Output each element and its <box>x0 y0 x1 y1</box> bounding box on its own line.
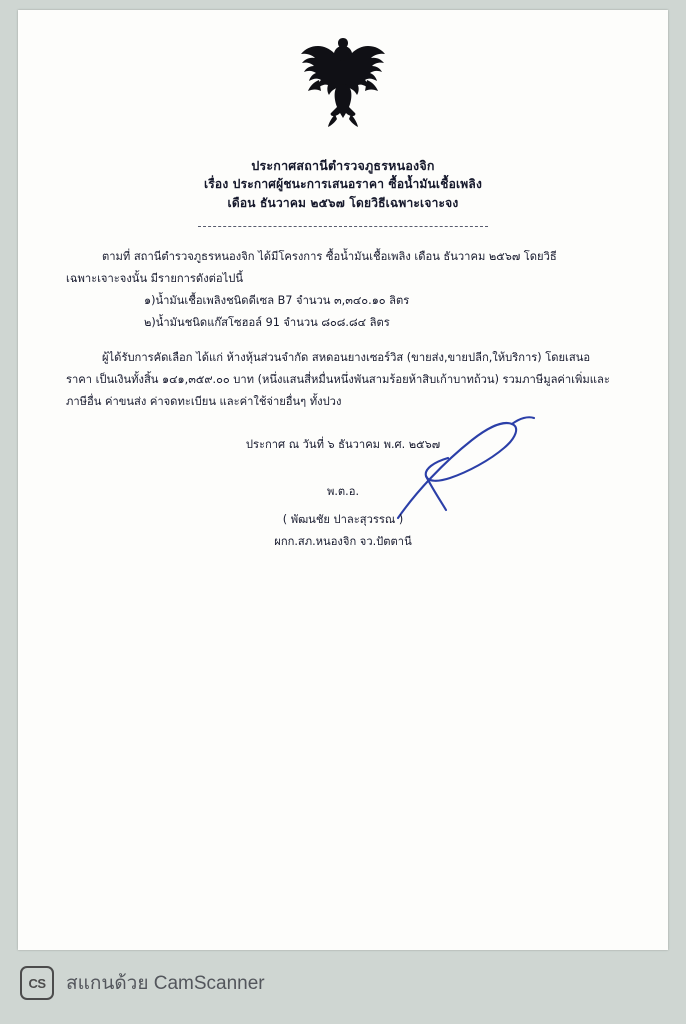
signer-title: ผกก.สภ.หนองจิก จว.ปัตตานี <box>274 535 412 548</box>
camscanner-badge-icon: CS <box>20 966 54 1000</box>
document-body <box>66 246 624 413</box>
header-divider <box>198 226 488 227</box>
paragraph-2-line-3: ภาษีอื่น ค่าขนส่ง ค่าจดทะเบียน และค่าใช้จ่ายอื่นๆ ทั้งปวง <box>66 395 342 409</box>
garuda-emblem <box>18 32 668 136</box>
header-line-2: เรื่อง ประกาศผู้ชนะการเสนอราคา ซื้อน้ำมันเชื้อเพลิง <box>203 177 483 192</box>
paragraph-1-line-2: เฉพาะเจาะจงนั้น มีรายการดังต่อไปนี้ <box>66 271 244 285</box>
list-item: ๒)น้ำมันชนิดแก๊สโซฮอล์ 91 จำนวน ๘๐๘.๘๔ ลิตร <box>144 315 390 329</box>
declaration-date: ประกาศ ณ วันที่ ๖ ธันวาคม พ.ศ. ๒๕๖๗ <box>245 438 441 451</box>
scanned-page <box>18 10 668 950</box>
paragraph-2-line-1: ผู้ได้รับการคัดเลือก ได้แก่ ห้างหุ้นส่วนจำกัด สหดอนยางเซอร์วิส (ขายส่ง,ขายปลีก,ให้บริการ) โดยเสนอ <box>102 351 591 365</box>
list-item: ๑)น้ำมันเชื้อเพลิงชนิดดีเซล B7 จำนวน ๓,๓๔๐.๑๐ ลิตร <box>144 293 410 307</box>
header-line-1: ประกาศสถานีตำรวจภูธรหนองจิก <box>251 158 435 173</box>
signer-rank: พ.ต.อ. <box>326 485 360 498</box>
camscanner-watermark <box>20 966 265 1000</box>
paragraph-2-line-2: ราคา เป็นเงินทั้งสิ้น ๑๔๑,๓๕๙.๐๐ บาท (หนึ่งแสนสี่หมื่นหนึ่งพันสามร้อยห้าสิบเก้าบาทถ้วน) รวมภาษีมูลค่าเพิ่มและ <box>66 373 610 387</box>
header-line-3: เดือน ธันวาคม ๒๕๖๗ โดยวิธีเฉพาะเจาะจง <box>227 195 459 210</box>
document-header <box>18 156 668 213</box>
signer-name: ( พัฒนชัย ปาละสุวรรณ ) <box>282 513 404 526</box>
paragraph-1-line-1: ตามที่ สถานีตำรวจภูธรหนองจิก ได้มีโครงการ ซื้อน้ำมันเชื้อเพลิง เดือน ธันวาคม ๒๕๖๗ โดยวิธี <box>102 250 557 263</box>
camscanner-label: สแกนด้วย CamScanner <box>66 973 265 994</box>
official-announcement-document <box>18 10 668 950</box>
